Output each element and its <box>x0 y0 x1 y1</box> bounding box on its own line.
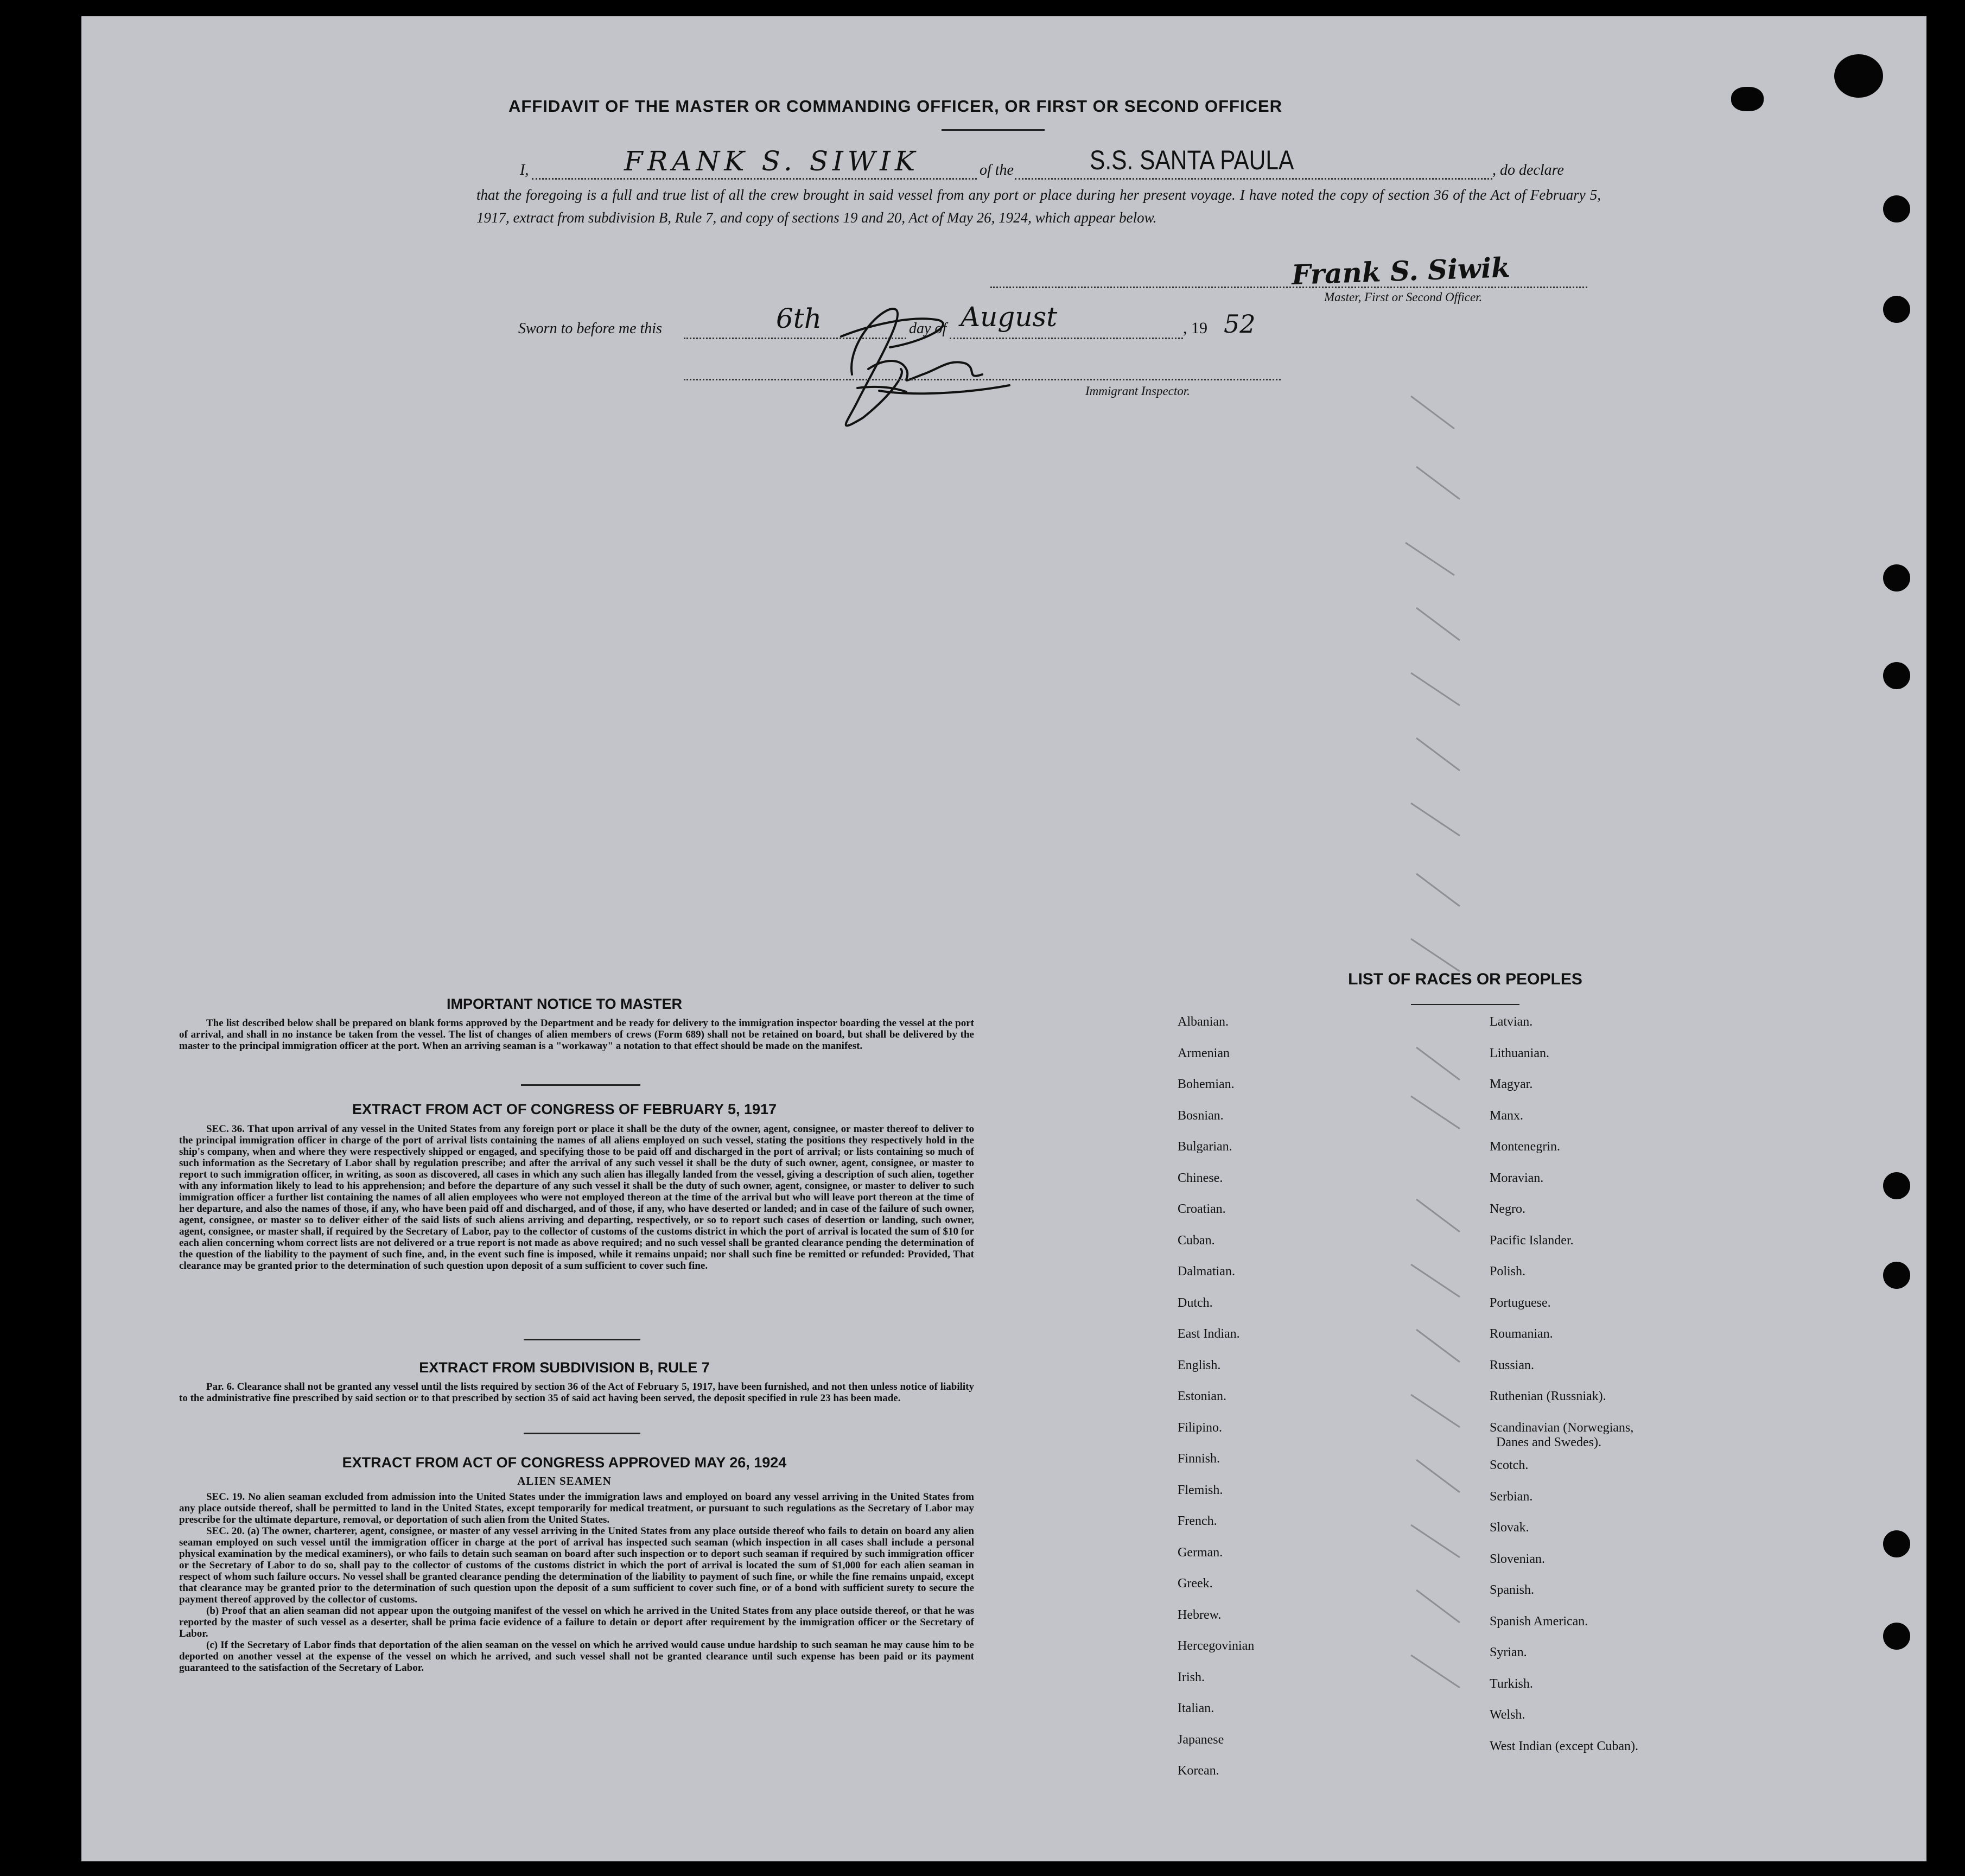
punch-hole <box>1883 662 1910 689</box>
race-item: Italian. <box>1178 1701 1214 1715</box>
race-item: Albanian. <box>1178 1015 1229 1029</box>
master-signature: Frank S. Siwik <box>1291 251 1511 291</box>
race-item: Hercegovinian <box>1178 1639 1255 1653</box>
race-item: Lithuanian. <box>1490 1046 1549 1060</box>
divider <box>524 1433 640 1434</box>
race-item: Finnish. <box>1178 1452 1220 1466</box>
day-of-label: day of <box>909 320 947 337</box>
vessel-name: S.S. SANTA PAULA <box>1090 145 1294 175</box>
year-prefix: , 19 <box>1183 319 1207 337</box>
race-item: Portuguese. <box>1490 1295 1551 1310</box>
divider <box>521 1084 640 1086</box>
race-item: Scotch. <box>1490 1458 1529 1472</box>
race-item: Flemish. <box>1178 1483 1223 1497</box>
of-the-label: of the <box>980 162 1014 179</box>
race-item: Magyar. <box>1490 1077 1533 1091</box>
sec-20b-text: (b) Proof that an alien seaman did not appear upon the outgoing manifest of the vessel on which he arrived in the United States from any place outside thereof, or that he was reported by the master of such vessel as a deserter, shall be prima facie evidence of a failure to detain or deport after requirement by the immigration officer or the Secretary of Labor. <box>179 1605 974 1639</box>
extract-1917-title: EXTRACT FROM ACT OF CONGRESS OF FEBRUARY 5, 1917 <box>352 1101 777 1117</box>
punch-hole <box>1883 1172 1910 1199</box>
affidavit-prefix-i: I, <box>520 162 529 179</box>
race-item: Hebrew. <box>1178 1607 1222 1622</box>
inspector-signature <box>760 277 1064 440</box>
sec-19-text: SEC. 19. No alien seaman excluded from admission into the United States under the immigration laws and employed on board any vessel arriving in the United States from any place outside thereof, shall be permitted to land in the United States, except temporarily for medical treatment, or pursuant to such regulations as the Secretary of Labor may prescribe for the ultimate departure, removal, or deportation of such alien from the United States. <box>179 1491 974 1525</box>
race-item: English. <box>1178 1358 1221 1372</box>
inspector-signature-line <box>684 379 1281 380</box>
punch-hole <box>1883 1623 1910 1650</box>
race-item: Montenegrin. <box>1490 1140 1560 1154</box>
master-signature-line <box>990 287 1587 288</box>
notice-text: The list described below shall be prepared on blank forms approved by the Department and be ready for delivery to the immigration inspector boarding the vessel at the port of arrival, and shall in no instance be taken from the vessel. The list of changes of alien members of crews (Form 689) shall not be retained on board, but shall be delivered by the master to the principal immigration officer at the port. When an arriving seaman is a "workaway" a notation to that effect should be made on the manifest. <box>179 1018 974 1052</box>
race-item: Estonian. <box>1178 1389 1226 1403</box>
race-item: Ruthenian (Russniak). <box>1490 1389 1606 1403</box>
race-item: Manx. <box>1490 1108 1523 1123</box>
race-item: Bohemian. <box>1178 1077 1235 1091</box>
extract-1924-subtitle: ALIEN SEAMEN <box>517 1474 612 1487</box>
punch-hole <box>1883 195 1910 222</box>
race-item: Dalmatian. <box>1178 1264 1235 1279</box>
vessel-line <box>1015 178 1492 180</box>
affidavit-title: AFFIDAVIT OF THE MASTER OR COMMANDING OFFICER, OR FIRST OR SECOND OFFICER <box>508 97 1283 116</box>
officer-name-line <box>532 178 977 180</box>
race-item: French. <box>1178 1514 1217 1528</box>
notice-title: IMPORTANT NOTICE TO MASTER <box>447 996 682 1012</box>
extract-rule7-text: Par. 6. Clearance shall not be granted any vessel until the lists required by section 36 of the Act of February 5, 1917, have been furnished, and not then unless notice of liability to the administrative fine prescribed by said section or to that prescribed by section 35 of said act having been served, the deposit specified in rule 23 has been made. <box>179 1381 974 1404</box>
extract-1924-title: EXTRACT FROM ACT OF CONGRESS APPROVED MAY 26, 1924 <box>342 1454 787 1471</box>
inspector-caption: Immigrant Inspector. <box>1085 384 1190 398</box>
race-item: Filipino. <box>1178 1420 1223 1435</box>
race-item: West Indian (except Cuban). <box>1490 1739 1638 1753</box>
affidavit-body: that the foregoing is a full and true list of all the crew brought in said vessel from any port or place during her present voyage. I have noted the copy of section 36 of the Act of February 5, 1917, extract from subdivision B, Rule 7, and copy of sections 19 and 20, Act of May 26, 1924, which appear below. <box>476 187 1601 226</box>
race-item: Scandinavian (Norwegians, Danes and Swedes). <box>1490 1420 1634 1449</box>
race-item: Irish. <box>1178 1670 1205 1684</box>
divider <box>942 129 1045 131</box>
ink-blot <box>1834 54 1883 98</box>
race-item: Welsh. <box>1490 1708 1525 1722</box>
race-item: Pacific Islander. <box>1490 1233 1574 1248</box>
race-item: Japanese <box>1178 1732 1224 1747</box>
sworn-day: 6th <box>776 303 822 334</box>
divider <box>1411 1004 1519 1005</box>
race-item: Roumanian. <box>1490 1327 1553 1341</box>
extract-1917-text: SEC. 36. That upon arrival of any vessel in the United States from any foreign port or place it shall be the duty of the owner, agent, consignee, or master thereof to deliver to the principal immigration officer in charge of the port of arrival lists containing the names of all aliens employed on such vessel, stating the positions they respectively hold in the ship's company, when and where they were respectively shipped or engaged, and specifying those to be paid off and discharged in the port of arrival; or lists containing so much of such information as the Secretary of Labor shall by regulation prescribe; and after the arrival of any such vessel it shall be the duty of such owner, agent, consignee, or master to report to such immigration officer, in writing, as soon as discovered, all cases in which any such alien has illegally landed from the vessel, giving a description of such alien, together with any information likely to lead to his apprehension; and before the departure of any such vessel it shall be the duty of such owner, agent, consignee, or master to deliver to such immigration officer a further list containing the names of all alien employees who were not employed thereon at the time of the arrival but who will leave port thereon at the time of her departure, and also the names of those, if any, who have been paid off and discharged, and of those, if any, who have deserted or landed; and in case of the failure of such owner, agent, consignee, or master so to deliver either of the said lists of such aliens arriving and departing, respectively, or so to report such cases of desertion or landing, such owner, agent, consignee, or master shall, if required by the Secretary of Labor, pay to the collector of customs of the customs district in which the port of arrival is located the sum of $10 for each alien concerning whom correct lists are not delivered or a true report is not made as above required; and no such vessel shall be granted clearance pending the determination of the question of the liability to the payment of such fine, and, in the event such fine is imposed, while it remains unpaid; nor shall such fine be remitted or refunded: Provided, That clearance may be granted prior to the determination of such question upon deposit of a sum sufficient to cover such fine. <box>179 1123 974 1271</box>
race-item: East Indian. <box>1178 1327 1240 1341</box>
race-item: German. <box>1178 1545 1223 1560</box>
race-item: Slovenian. <box>1490 1551 1545 1566</box>
do-declare-label: , do declare <box>1492 162 1564 179</box>
race-item: Chinese. <box>1178 1171 1223 1185</box>
sec-20c-text: (c) If the Secretary of Labor finds that deportation of the alien seaman on the vessel on which he arrived would cause undue hardship to such seaman he may cause him to be deported on another vessel at the expense of the vessel on which he arrived, and such vessel shall not be granted clearance until such expense has been paid or its payment guaranteed to the satisfaction of the Secretary of Labor. <box>179 1639 974 1674</box>
ink-blot <box>1731 87 1764 111</box>
race-item: Latvian. <box>1490 1015 1533 1029</box>
extract-rule7-title: EXTRACT FROM SUBDIVISION B, RULE 7 <box>419 1359 710 1376</box>
race-item: Spanish. <box>1490 1583 1535 1597</box>
race-item: Moravian. <box>1490 1171 1544 1185</box>
race-item: Turkish. <box>1490 1676 1533 1691</box>
race-item: Negro. <box>1490 1202 1525 1216</box>
punch-hole <box>1883 1530 1910 1557</box>
race-item: Spanish American. <box>1490 1614 1588 1629</box>
race-item: Polish. <box>1490 1264 1526 1279</box>
race-item: Serbian. <box>1490 1489 1533 1504</box>
sec-20a-text: SEC. 20. (a) The owner, charterer, agent, consignee, or master of any vessel arriving in the United States from any place outside thereof who fails to detain on board any alien seaman employed on such vessel until the immigration officer in charge at the port of arrival has inspected such seaman (which inspection in all cases shall include a personal physical examination by the medical examiners), or who fails to detain such seaman on board after such inspection or to deport such seaman if required by such immigration officer or the Secretary of Labor to do so, shall pay to the collector of customs of the customs district in which the port of arrival is located the sum of $1,000 for each alien seaman in respect of whom such failure occurs. No vessel shall be granted clearance pending the determination of the liability to payment of such fine, or while the fine remains unpaid, except that clearance may be granted prior to the determination of such question upon the deposit of a sum sufficient to cover such fine, or of a bond with sufficient surety to secure the payment thereof approved by the collector of customs. <box>179 1525 974 1605</box>
extract-1924-body <box>179 1491 974 1674</box>
race-item: Slovak. <box>1490 1521 1529 1535</box>
race-item: Greek. <box>1178 1576 1213 1591</box>
punch-hole <box>1883 564 1910 592</box>
race-item: Syrian. <box>1490 1645 1527 1659</box>
punch-hole <box>1883 1262 1910 1289</box>
race-item: Korean. <box>1178 1764 1219 1778</box>
sworn-label: Sworn to before me this <box>518 320 662 337</box>
races-left-column <box>1178 1015 1395 1796</box>
year-suffix: 52 <box>1224 309 1256 339</box>
officer-name-handwritten: FRANK S. SIWIK <box>624 145 920 177</box>
punch-hole <box>1883 296 1910 323</box>
master-signature-caption: Master, First or Second Officer. <box>1324 290 1483 304</box>
race-item: Bulgarian. <box>1178 1140 1232 1154</box>
races-right-column <box>1490 1015 1815 1796</box>
race-item: Cuban. <box>1178 1233 1215 1248</box>
race-item: Russian. <box>1490 1358 1535 1372</box>
race-item: Armenian <box>1178 1046 1230 1060</box>
race-item: Croatian. <box>1178 1202 1226 1216</box>
races-title: LIST OF RACES OR PEOPLES <box>1348 970 1582 988</box>
sworn-month: August <box>961 301 1058 333</box>
document-page <box>81 16 1926 1861</box>
race-item: Bosnian. <box>1178 1108 1224 1123</box>
race-item: Dutch. <box>1178 1295 1213 1310</box>
divider <box>524 1339 640 1340</box>
